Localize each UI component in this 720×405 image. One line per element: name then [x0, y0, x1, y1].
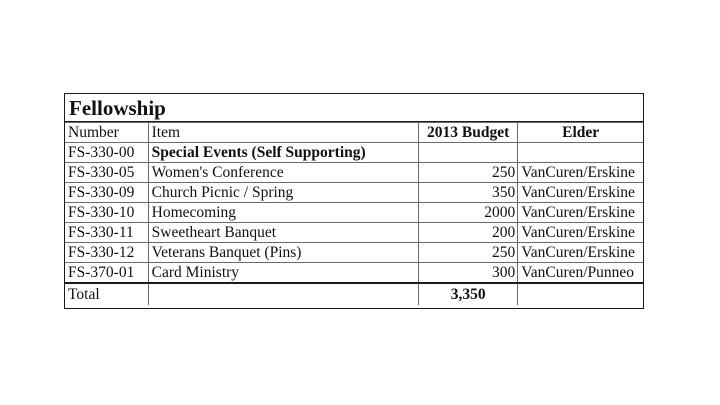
- row-number: FS-330-12: [65, 243, 148, 263]
- header-number: Number: [65, 123, 148, 143]
- table-row: [65, 203, 643, 223]
- row-number: FS-330-10: [65, 203, 148, 223]
- total-budget: 3,350: [419, 283, 518, 305]
- table-row: [65, 223, 643, 243]
- row-budget: 250: [419, 163, 518, 183]
- table-row: [65, 143, 643, 163]
- row-elder: [518, 143, 643, 163]
- row-elder: VanCuren/Erskine: [518, 203, 643, 223]
- row-item: Card Ministry: [148, 263, 418, 284]
- row-number: FS-330-11: [65, 223, 148, 243]
- row-elder: VanCuren/Erskine: [518, 183, 643, 203]
- budget-table: [65, 122, 643, 305]
- row-budget: 300: [419, 263, 518, 284]
- row-item: Sweetheart Banquet: [148, 223, 418, 243]
- section-title: Fellowship: [65, 94, 643, 122]
- row-budget: 200: [419, 223, 518, 243]
- row-elder: VanCuren/Erskine: [518, 243, 643, 263]
- row-budget: 250: [419, 243, 518, 263]
- total-label: Total: [65, 283, 148, 305]
- row-item: Special Events (Self Supporting): [148, 143, 418, 163]
- row-elder: VanCuren/Erskine: [518, 163, 643, 183]
- table-row: [65, 263, 643, 284]
- row-budget: 2000: [419, 203, 518, 223]
- row-number: FS-330-09: [65, 183, 148, 203]
- header-row: [65, 123, 643, 143]
- total-item-blank: [148, 283, 418, 305]
- total-row: [65, 283, 643, 305]
- budget-sheet: [64, 93, 644, 309]
- row-item: Veterans Banquet (Pins): [148, 243, 418, 263]
- row-item: Church Picnic / Spring: [148, 183, 418, 203]
- row-elder: VanCuren/Erskine: [518, 223, 643, 243]
- row-item: Women's Conference: [148, 163, 418, 183]
- row-number: FS-370-01: [65, 263, 148, 284]
- row-budget: [419, 143, 518, 163]
- row-number: FS-330-00: [65, 143, 148, 163]
- total-elder-blank: [518, 283, 643, 305]
- row-elder: VanCuren/Punneo: [518, 263, 643, 284]
- row-budget: 350: [419, 183, 518, 203]
- header-elder: Elder: [518, 123, 643, 143]
- row-item: Homecoming: [148, 203, 418, 223]
- table-row: [65, 243, 643, 263]
- header-budget: 2013 Budget: [419, 123, 518, 143]
- table-row: [65, 163, 643, 183]
- table-row: [65, 183, 643, 203]
- row-number: FS-330-05: [65, 163, 148, 183]
- header-item: Item: [148, 123, 418, 143]
